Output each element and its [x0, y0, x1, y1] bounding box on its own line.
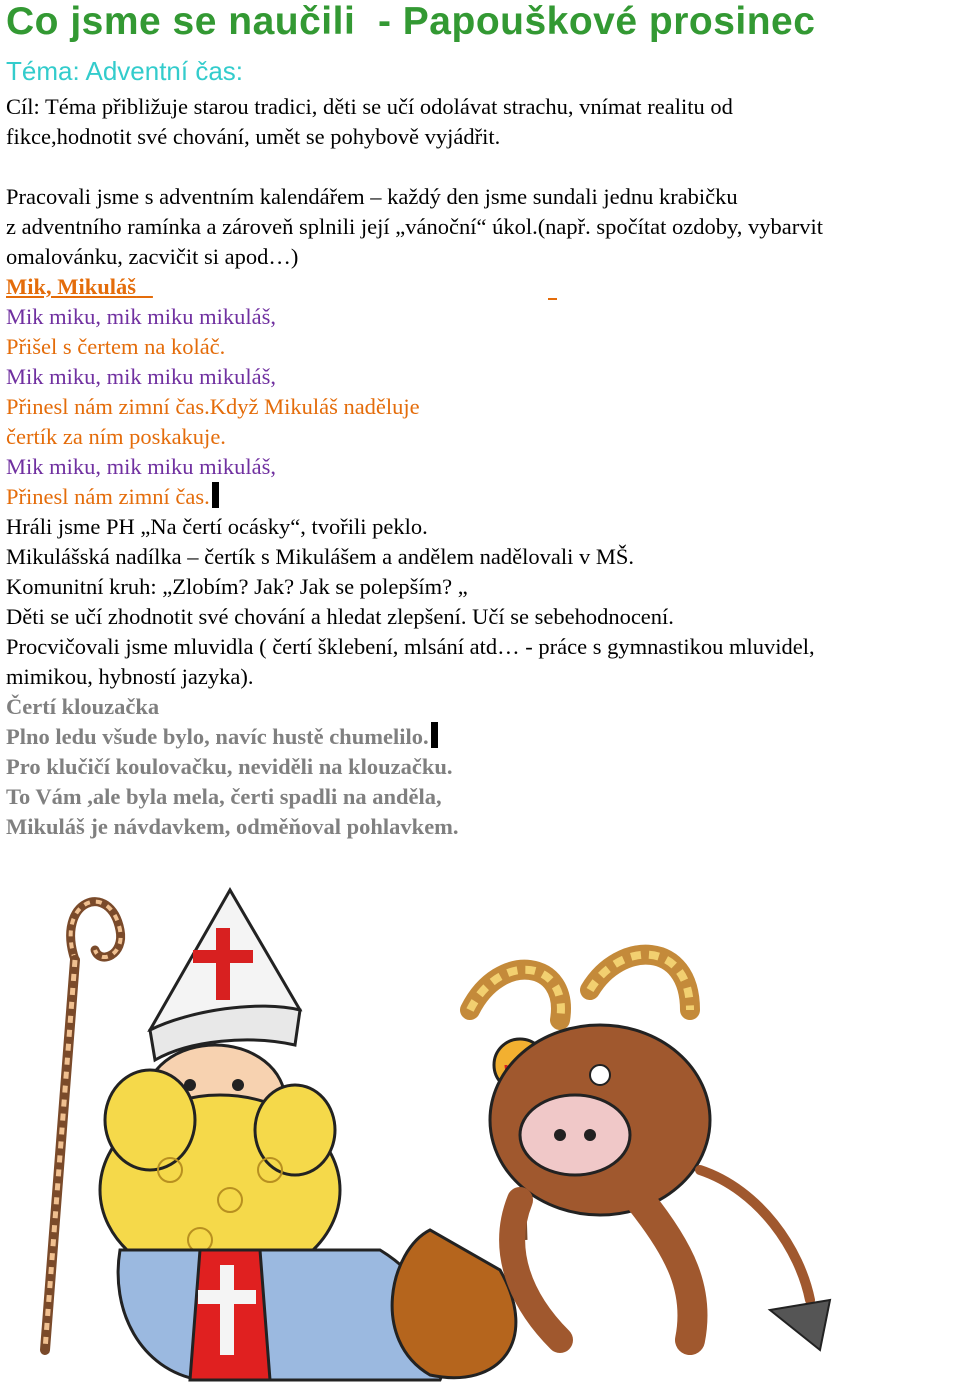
devil	[470, 955, 830, 1350]
activity-line: Mikulášská nadílka – čertík s Mikulášem a andělem nadělovali v MŠ.	[6, 544, 634, 569]
goal-line: Cíl: Téma přibližuje starou tradici, děti se učí odolávat strachu, vnímat realitu od	[6, 94, 733, 119]
song-heading: Mik, Mikuláš	[6, 274, 137, 299]
poem-line: Pro klučičí koulovačku, neviděli na klouzačku.	[6, 754, 453, 779]
page-title: Co jsme se naučili - Papouškové prosinec	[6, 0, 816, 43]
activity-line: mimikou, hybností jazyka).	[6, 664, 254, 689]
text-cursor-mark	[212, 482, 219, 508]
poem-line: Mikuláš je návdavkem, odměňoval pohlavkem.	[6, 814, 459, 839]
song-line: Přinesl nám zimní čas.Když Mikuláš naděluje	[6, 394, 420, 419]
goal-line: fikce,hodnotit své chování, umět se pohybově vyjádřit.	[6, 124, 501, 149]
poem-heading: Čertí klouzačka	[6, 694, 160, 719]
activity-line: Hráli jsme PH „Na čertí ocásky“, tvořili peklo.	[6, 514, 428, 539]
topic-heading: Téma: Adventní čas:	[6, 56, 244, 86]
song-line: Mik miku, mik miku mikuláš,	[6, 454, 277, 479]
sack	[392, 1230, 516, 1378]
activity-line: Procvičovali jsme mluvidla ( čertí šklebení, mlsání atd… - práce s gymnastikou mluvidel,	[6, 634, 815, 659]
calendar-line: omalovánku, zacvičit si apod…)	[6, 244, 299, 269]
song-line: čertík za ním poskakuje.	[6, 424, 226, 449]
activity-line: Děti se učí zhodnotit své chování a hledat zlepšení. Učí se sebehodnocení.	[6, 604, 674, 629]
song-line-last: Přinesl nám zimní čas.	[6, 482, 219, 512]
song-line: Mik miku, mik miku mikuláš,	[6, 304, 277, 329]
decorative-dash	[548, 298, 557, 300]
nicholas-and-devil-illustration	[0, 870, 960, 1384]
calendar-line: z adventního ramínka a zároveň splnili její „vánoční“ úkol.(např. spočítat ozdoby, vybarvit	[6, 214, 824, 239]
song-line: Mik miku, mik miku mikuláš,	[6, 364, 277, 389]
activity-line: Komunitní kruh: „Zlobím? Jak? Jak se polepším? „	[6, 574, 468, 599]
text-cursor-mark	[431, 722, 438, 748]
calendar-line: Pracovali jsme s adventním kalendářem – každý den jsme sundali jednu krabičku	[6, 184, 738, 209]
poem-line-first: Plno ledu všude bylo, navíc hustě chumelilo.	[6, 722, 438, 752]
song-line: Přišel s čertem na koláč.	[6, 334, 226, 359]
poem-line: To Vám ,ale byla mela, čerti spadli na anděla,	[6, 784, 442, 809]
mitre	[150, 890, 300, 1060]
